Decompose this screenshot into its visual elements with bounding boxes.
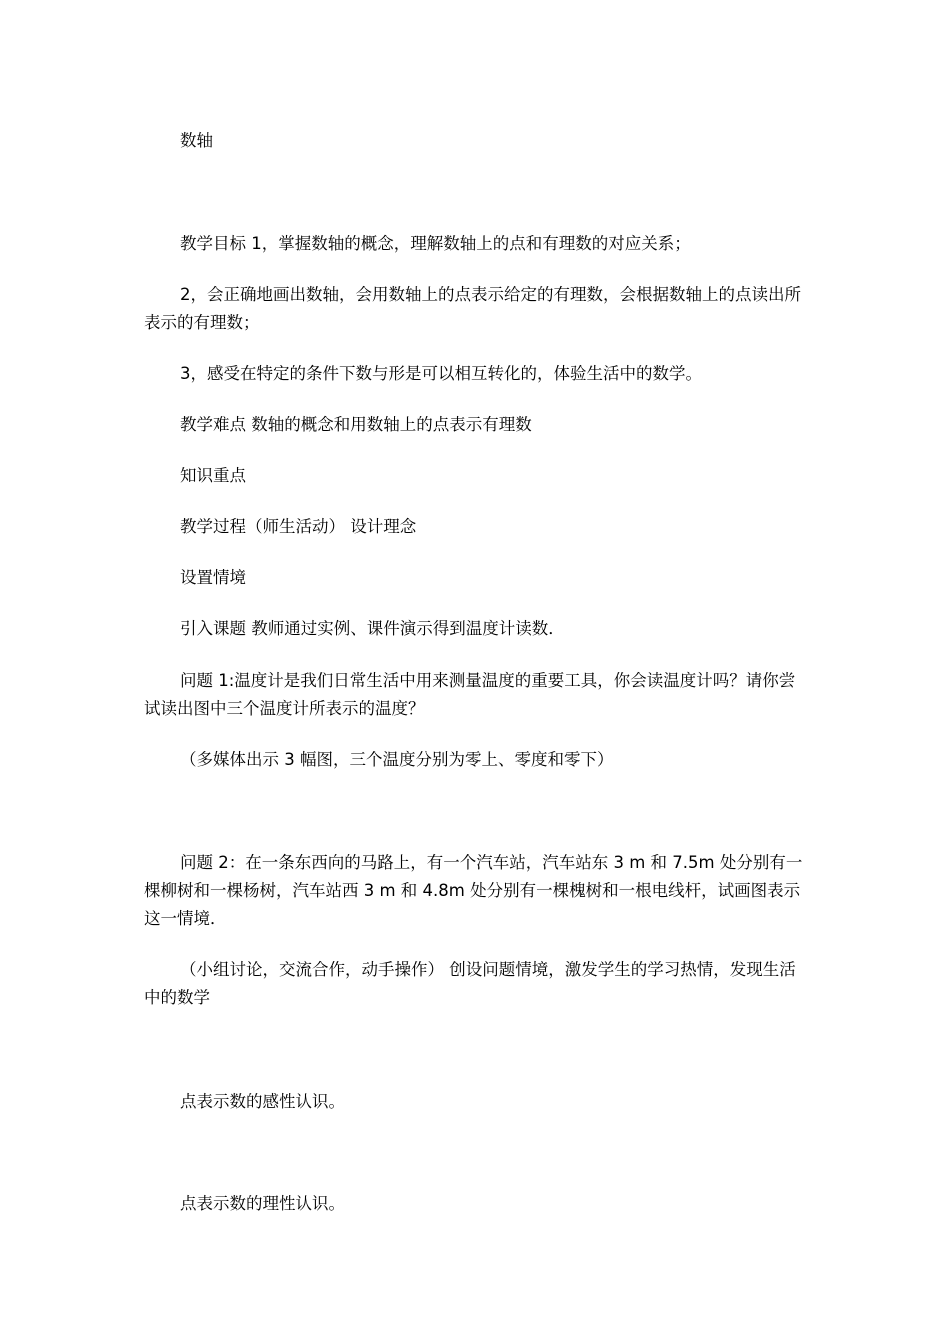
paragraph-teaching-process: 教学过程（师生活动） 设计理念 <box>180 517 417 536</box>
paragraph-rational-understanding: 点表示数的理性认识。 <box>180 1194 345 1213</box>
paragraph-set-situation: 设置情境 <box>180 568 246 587</box>
paragraph-teaching-goal-3: 3，感受在特定的条件下数与形是可以相互转化的，体验生活中的数学。 <box>180 364 702 383</box>
paragraph-teaching-goal-2: 2，会正确地画出数轴，会用数轴上的点表示给定的有理数，会根据数轴上的点读出所表示的有理数； <box>144 285 801 332</box>
document-title: 数轴 <box>180 131 213 150</box>
paragraph-multimedia-note: （多媒体出示 3 幅图，三个温度分别为零上、零度和零下） <box>180 750 614 769</box>
paragraph-teaching-difficulty: 教学难点 数轴的概念和用数轴上的点表示有理数 <box>180 415 532 434</box>
paragraph-perceptual-understanding: 点表示数的感性认识。 <box>180 1092 345 1111</box>
paragraph-introduce-topic: 引入课题 教师通过实例、课件演示得到温度计读数． <box>180 619 565 638</box>
paragraph-question-2: 问题 2：在一条东西向的马路上，有一个汽车站，汽车站东 3 m 和 7.5m 处分别有一棵柳树和一棵杨树，汽车站西 3 m 和 4.8m 处分别有一棵槐树和一根电线杆，试画图表示这一情境． <box>144 853 803 928</box>
paragraph-knowledge-focus: 知识重点 <box>180 466 246 485</box>
paragraph-teaching-goal-1: 教学目标 1，掌握数轴的概念，理解数轴上的点和有理数的对应关系； <box>180 234 691 253</box>
paragraph-group-discussion: （小组讨论，交流合作，动手操作） 创设问题情境，激发学生的学习热情，发现生活中的数学 <box>144 960 796 1007</box>
paragraph-question-1: 问题 1:温度计是我们日常生活中用来测量温度的重要工具，你会读温度计吗？请你尝试读出图中三个温度计所表示的温度？ <box>144 671 796 718</box>
